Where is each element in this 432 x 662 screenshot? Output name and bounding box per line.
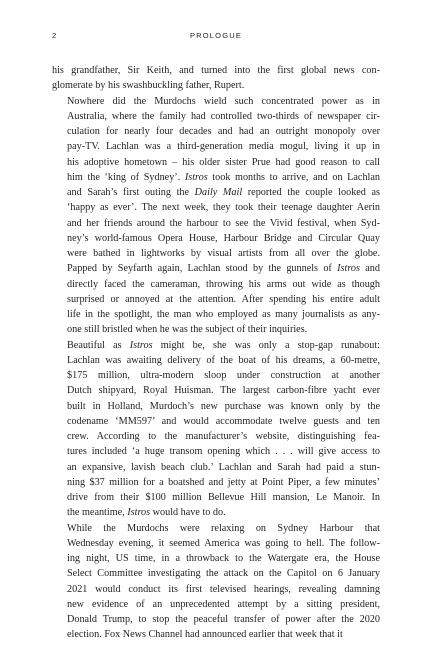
text-line: glomerate by his swashbuckling father, Rupert. [52,80,245,92]
text-line: ‘happy as ever’. The next week, they took their teenage daughter Aerin [67,202,380,214]
text-line: drive from their $100 million Bellevue Hill mansion, Le Manoir. In [67,492,380,503]
text-line: life in the spotlight, the man who employed as many journalists as any- [67,309,380,320]
text-line: While the Murdochs were relaxing on Sydney Harbour that [67,522,380,534]
text-line: built in Holland, Murdoch’s new purchase was known only by the [67,400,380,412]
text-line: Lachlan was awaiting delivery of the boat of his dreams, a 60-metre, [67,354,380,366]
text-line: and her friends around the harbour to see the Vivid festival, when Syd- [67,217,380,229]
text-line: Nowhere did the Murdochs wield such concentrated power as in [67,95,380,107]
text-line: his grandfather, Sir Keith, and turned into the first global news con- [52,65,380,76]
text-line: tures included ‘a huge transom opening which . . . will give access to [67,446,380,458]
italic-term: Istros [184,171,208,183]
text-line: ney’s world-famous Opera House, Harbour Bridge and Circular Quay [67,232,380,244]
text-line: codename ‘MM597’ and would accommodate twelve guests and ten [67,415,380,427]
text-line: pay-TV. Lachlan was a third-generation media mogul, living it up in [67,141,380,153]
text-line: Papped by Seyfarth again, Lachlan stood by the gunnels of Istros and [67,263,380,275]
italic-term: Istros [127,507,151,519]
text-line: Dutch shipyard, Royal Huisman. The largest carbon-fibre yacht ever [67,385,380,397]
text-line: him the ‘king of Sydney’. Istros took months to arrive, and on Lachlan [67,171,380,183]
italic-term: Daily Mail [194,187,243,198]
text-line: the meantime, Istros would have to do. [67,507,226,519]
text-line: an expansive, lavish beach club.’ Lachlan and Sarah had paid a stun- [67,461,380,473]
text-line: one still bristled when he was the subject of their inquiries. [67,324,308,336]
text-line: his adoptive hometown – his older sister Prue had good reason to call [67,156,380,168]
text-line: Australia, where the family had controlled two-thirds of newspaper cir- [67,110,380,122]
text-line: were bathed in lightworks by visual artists from all over the globe. [67,248,380,259]
text-line: and Sarah’s first outing the Daily Mail reported the couple looked as [67,187,381,198]
italic-term: Istros [337,263,360,275]
text-line: election. Fox News Channel had announced earlier that week that it [67,629,343,641]
text-line: ing night, US time, in a throwback to the Watergate era, the House [67,553,380,564]
text-line: culation for nearly four decades and had an outright monopoly over [67,126,380,137]
text-line: Wednesday evening, it seemed America was going to hell. The follow- [67,537,380,549]
text-line: ning $37 million for a boatshed and jetty at Point Piper, a few minutes’ [67,476,380,488]
text-line: new evidence of an unprecedented attempt by a sitting president, [67,598,380,610]
text-line: Select Committee investigating the attack on the Capitol on 6 January [67,568,380,580]
paragraph [52,338,380,521]
page-header [52,31,380,43]
running-head: PROLOGUE [189,31,243,40]
text-line: surprised or annoyed at the attention. After spending his entire adult [67,293,380,305]
italic-term: Istros [129,339,153,351]
paragraph [52,94,380,338]
text-line: directly faced the cameraman, throwing his arms out wide as though [67,278,380,290]
text-line: Donald Trump, to stop the peaceful transfer of power after the 2020 [67,614,380,625]
paragraph [52,63,380,94]
paragraph [52,521,380,643]
text-line: crew. According to the manufacturer’s website, distinguishing fea- [67,431,380,442]
text-line: Beautiful as Istros might be, she was only a stop-gap runabout: [67,339,380,351]
page-number: 2 [52,31,58,40]
text-line: $175 million, ultra-modern sloop under construction at another [67,370,380,381]
body-text [52,63,380,643]
text-line: 2021 would conduct its first televised hearings, revealing damning [67,583,380,595]
